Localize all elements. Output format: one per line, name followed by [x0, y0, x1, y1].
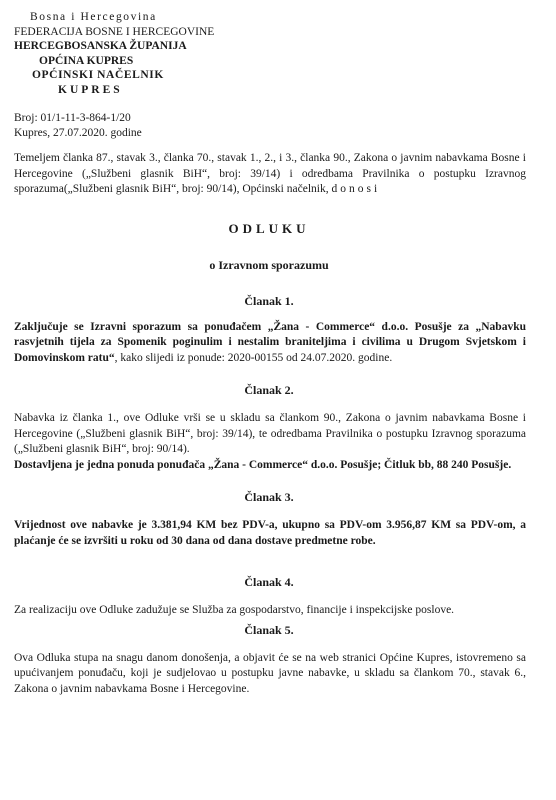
article-1-heading: Članak 1.: [244, 293, 294, 308]
article-3-body: Vrijednost ove nabavke je 3.381,94 KM bez PDV-a, ukupno sa PDV-om 3.956,87 KM sa PDV-om, a plaćanje će se izvršiti u roku od 30 dana od dana dostave predmetne robe.: [14, 519, 526, 547]
article-5-heading: Članak 5.: [244, 622, 294, 637]
preamble-text: Temeljem članka 87., stavak 3., članka 70., stavak 1., 2., i 3., članka 90., Zakona o javnim nabavkama Bosne i Hercegovine („Službeni glasnik BiH“, broj: 39/14) i odredbama Pravilnika o postupku Izravnog sporazuma(„Službeni glasnik BiH“, broj: 90/14), Općinski načelnik,: [14, 152, 526, 195]
article-2-text: Nabavka iz članka 1., ove Odluke vrši se u skladu sa člankom 90., Zakona o javnim nabavkama Bosne i Hercegovine („Službeni glasnik BiH“, broj: 39/14), te odredbama Pravilnika o postupku Izravnog sporazuma („Službeni glasnik BiH“, broj: 90/14).: [14, 412, 526, 455]
article-1-bold: Zaključuje se Izravni sporazum sa ponuđačem „Žana - Commerce“ d.o.o. Posušje za „Nabavku rasvjetnih tijela za Spomenik poginulim i nestalim braniteljima i civilima u Drugom Svjetskom i Domovinskom ratu“: [14, 320, 526, 364]
article-3-heading: Članak 3.: [244, 490, 294, 504]
article-2-heading: Članak 2.: [244, 383, 294, 397]
document-title: ODLUKU: [228, 220, 310, 236]
preamble: [12, 151, 526, 198]
article-1-body: [12, 320, 526, 367]
letterhead: [12, 10, 526, 97]
letterhead-municipality: OPĆINA KUPRES: [39, 54, 134, 67]
document-meta: [12, 111, 526, 141]
document-date: Kupres, 27.07.2020. godine: [14, 127, 142, 139]
letterhead-country: Bosna i Hercegovina: [30, 11, 157, 23]
article-1-rest: , kako slijedi iz ponude: 2020-00155 od 24.07.2020. godine.: [114, 351, 393, 364]
article-5-body: Ova Odluka stupa na snagu danom donošenja, a objavit će se na web stranici Općine Kupres, istovremeno sa upućivanjem ponuđaču, koji je sudjelovao u postupku javne nabavke, u skladu sa člankom 70., stavak 6., Zakona o javnim nabavkama Bosne i Hercegovine.: [14, 651, 526, 695]
article-2-body: [12, 411, 526, 473]
letterhead-county: HERCEGBOSANSKA ŽUPANIJA: [14, 40, 187, 52]
article-2-bold: Dostavljena je jedna ponuda ponuđača „Žana - Commerce“ d.o.o. Posušje; Čitluk bb, 88 240 Posušje.: [14, 458, 512, 471]
reference-number: Broj: 01/1-11-3-864-1/20: [14, 112, 131, 124]
letterhead-mayor: OPĆINSKI NAČELNIK: [32, 69, 164, 81]
letterhead-federation: FEDERACIJA BOSNE I HERCEGOVINE: [14, 25, 215, 38]
preamble-verb: donosi: [331, 183, 381, 195]
article-4-heading: Članak 4.: [244, 575, 294, 589]
letterhead-city: KUPRES: [58, 83, 123, 96]
document-subtitle: o Izravnom sporazumu: [209, 257, 329, 272]
article-4-body: Za realizaciju ove Odluke zadužuje se Služba za gospodarstvo, financije i inspekcijske poslove.: [14, 604, 455, 616]
